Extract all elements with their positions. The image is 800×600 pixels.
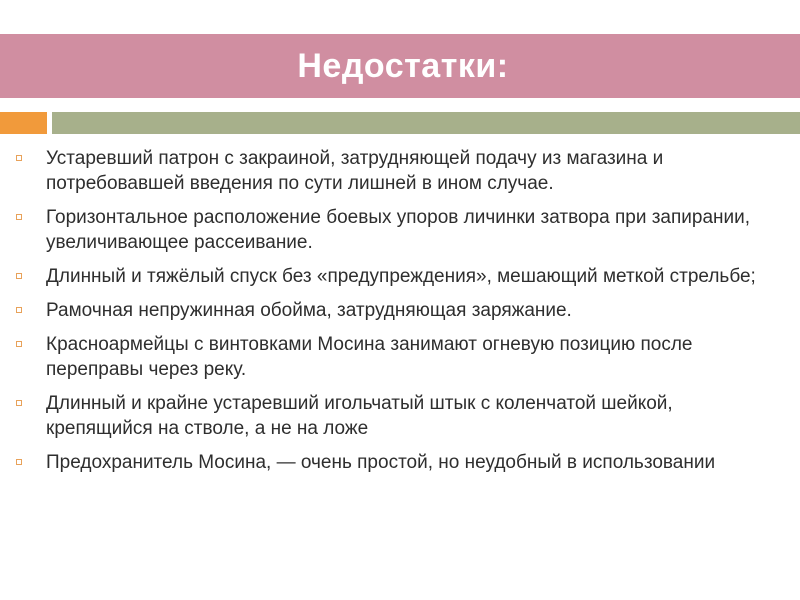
title-band — [0, 34, 800, 98]
bullet-item — [0, 146, 800, 196]
bullet-text: Предохранитель Мосина, — очень простой, но неудобный в использовании — [46, 452, 716, 473]
square-outline-bullet-icon — [16, 400, 22, 406]
bullet-item — [0, 298, 800, 323]
bullet-text: Длинный и крайне устаревший игольчатый штык с коленчатой шейкой, крепящийся на стволе, а не на ложе — [46, 393, 673, 439]
bullet-item — [0, 205, 800, 255]
bullet-list — [0, 146, 800, 484]
bullet-item — [0, 450, 800, 475]
accent-bar-olive — [52, 112, 800, 134]
bullet-item — [0, 264, 800, 289]
bullet-item — [0, 332, 800, 382]
square-outline-bullet-icon — [16, 214, 22, 220]
bullet-text: Длинный и тяжёлый спуск без «предупреждения», мешающий меткой стрельбе; — [46, 266, 756, 287]
square-outline-bullet-icon — [16, 273, 22, 279]
square-outline-bullet-icon — [16, 307, 22, 313]
square-outline-bullet-icon — [16, 341, 22, 347]
bullet-text: Горизонтальное расположение боевых упоров личинки затвора при запирании, увеличивающее рассеивание. — [46, 207, 751, 253]
square-outline-bullet-icon — [16, 155, 22, 161]
bullet-text: Красноармейцы с винтовками Мосина занимают огневую позицию после переправы через реку. — [46, 334, 693, 380]
accent-bar-orange — [0, 112, 47, 134]
slide-title: Недостатки: — [297, 46, 509, 85]
square-outline-bullet-icon — [16, 459, 22, 465]
bullet-text: Устаревший патрон с закраиной, затрудняющей подачу из магазина и потребовавшей введения по сути лишней в ином случае. — [46, 148, 664, 194]
bullet-item — [0, 391, 800, 441]
bullet-text: Рамочная непружинная обойма, затрудняющая заряжание. — [46, 300, 572, 321]
